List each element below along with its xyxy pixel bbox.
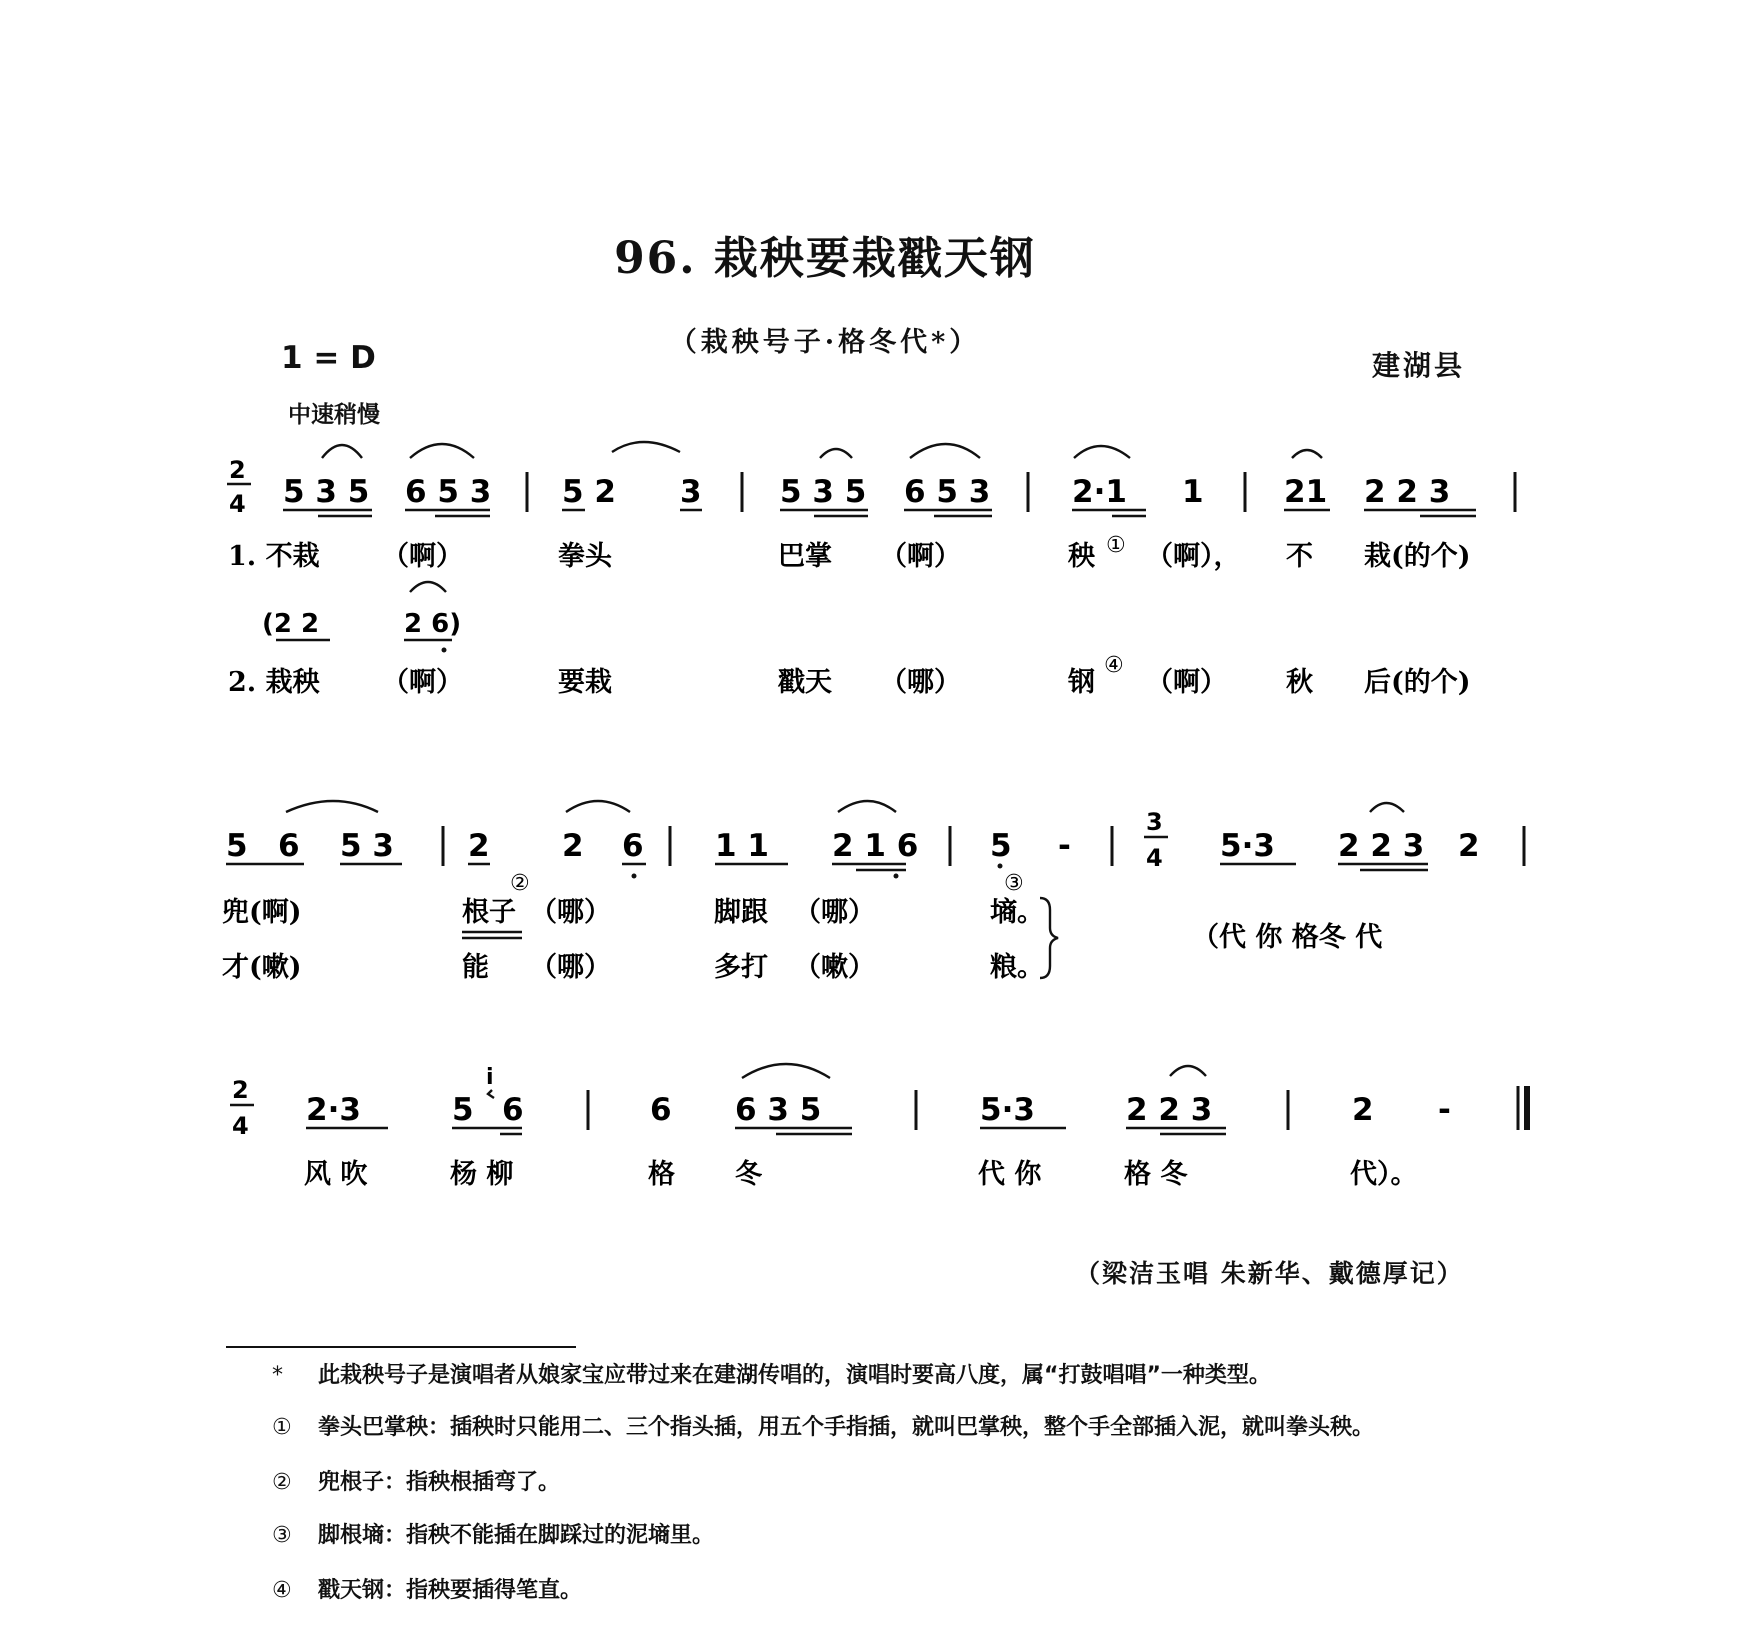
note-group: 6 5 3 — [904, 474, 991, 510]
note: 3 — [680, 474, 702, 510]
footnote: * 此栽秧号子是演唱者从娘家宝应带过来在建湖传唱的，演唱时要高八度，属“打鼓唱唱”一种类型。 — [272, 1363, 1271, 1388]
svg-text:1 1: 1 1 — [715, 828, 769, 864]
svg-text:格 冬: 格 冬 — [1124, 1159, 1188, 1190]
note-group: 2·1 — [1072, 474, 1127, 510]
svg-text:i: i — [486, 1065, 494, 1090]
svg-text:才(嗽): 才(嗽) — [222, 952, 302, 983]
song-title: 96. 栽秧要栽戳天钢 — [614, 233, 1036, 284]
svg-text:要栽: 要栽 — [558, 667, 612, 698]
svg-text:6: 6 — [278, 828, 300, 864]
svg-text:（哪）: （哪） — [794, 897, 875, 928]
footnote: ④ 戳天钢：指秧要插得笔直。 — [272, 1578, 583, 1603]
svg-text:3: 3 — [1146, 808, 1163, 836]
svg-text:（啊）: （啊） — [382, 541, 463, 572]
svg-text:2 2 3: 2 2 3 — [1338, 828, 1425, 864]
footnote: ① 拳头巴掌秧：插秧时只能用二、三个指头插，用五个手指插，就叫巴掌秧，整个手全部插入泥，就叫拳头秧。 — [272, 1415, 1375, 1440]
svg-text:5: 5 — [452, 1092, 474, 1128]
svg-text:（代 你 格冬 代: （代 你 格冬 代 — [1192, 922, 1383, 953]
svg-text:（啊）: （啊） — [880, 541, 961, 572]
svg-text:多打: 多打 — [714, 952, 768, 983]
svg-text:秋: 秋 — [1286, 667, 1313, 698]
note-group: 6 5 3 — [405, 474, 492, 510]
svg-text:粮。: 粮。 — [990, 952, 1044, 983]
svg-text:不: 不 — [1286, 541, 1313, 572]
key-signature: 1 = D — [281, 340, 376, 376]
credit-line: （梁洁玉唱 朱新华、戴德厚记） — [1075, 1259, 1464, 1288]
svg-text:脚跟: 脚跟 — [714, 897, 768, 928]
svg-text:2: 2 — [1352, 1092, 1374, 1128]
svg-text:2. 栽秧: 2. 栽秧 — [228, 667, 320, 698]
svg-text:5·3: 5·3 — [980, 1092, 1035, 1128]
footnote: ② 兜根子：指秧根插弯了。 — [272, 1470, 561, 1495]
svg-text:（啊）: （啊） — [382, 667, 463, 698]
svg-text:2: 2 — [1458, 828, 1480, 864]
svg-text:（哪）: （哪） — [530, 897, 611, 928]
tempo-marking: 中速稍慢 — [288, 402, 380, 428]
svg-text:5 3: 5 3 — [340, 828, 394, 864]
footnote-marker: ④ — [1104, 653, 1124, 678]
note-group: 5 3 5 — [780, 474, 867, 510]
svg-text:(2 2: (2 2 — [262, 609, 320, 639]
svg-text:2 1 6: 2 1 6 — [832, 828, 919, 864]
svg-text:4: 4 — [1146, 844, 1163, 872]
svg-text:墒。: 墒。 — [990, 897, 1044, 928]
svg-text:5: 5 — [226, 828, 248, 864]
svg-text:6: 6 — [622, 828, 644, 864]
svg-text:5: 5 — [990, 828, 1012, 864]
svg-text:拳头: 拳头 — [558, 541, 612, 572]
note: 1 — [1182, 474, 1204, 510]
svg-text:（哪）: （哪） — [530, 952, 611, 983]
svg-text:后(的个): 后(的个) — [1364, 667, 1471, 698]
svg-text:2 6): 2 6) — [404, 609, 462, 639]
svg-text:2·3: 2·3 — [306, 1092, 361, 1128]
footnote: ③ 脚根墒：指秧不能插在脚踩过的泥墒里。 — [272, 1523, 715, 1548]
svg-text:（哪）: （哪） — [880, 667, 961, 698]
svg-text:代）。: 代）。 — [1350, 1159, 1418, 1190]
svg-text:戳天: 戳天 — [778, 667, 832, 698]
svg-text:兜(啊): 兜(啊) — [222, 897, 302, 928]
svg-text:-: - — [1438, 1092, 1451, 1128]
svg-text:2: 2 — [232, 1076, 249, 1104]
svg-text:2: 2 — [468, 828, 490, 864]
svg-text:杨 柳: 杨 柳 — [450, 1159, 514, 1190]
svg-text:2: 2 — [562, 828, 584, 864]
footnote-divider — [226, 1346, 576, 1348]
svg-text:2: 2 — [229, 456, 246, 484]
svg-text:（啊），: （啊）， — [1146, 541, 1241, 572]
svg-text:秧: 秧 — [1068, 541, 1095, 572]
svg-text:钢: 钢 — [1068, 667, 1095, 698]
svg-text:4: 4 — [232, 1112, 249, 1140]
svg-text:风 吹: 风 吹 — [304, 1159, 368, 1190]
svg-text:（嗽）: （嗽） — [794, 952, 875, 983]
time-signature-1 — [227, 456, 251, 518]
svg-text:6 3 5: 6 3 5 — [735, 1092, 822, 1128]
svg-text:5·3: 5·3 — [1220, 828, 1275, 864]
time-signature-2 — [1144, 808, 1168, 872]
svg-text:1. 不栽: 1. 不栽 — [228, 541, 320, 572]
svg-text:6: 6 — [650, 1092, 672, 1128]
svg-text:（啊）: （啊） — [1146, 667, 1227, 698]
footnote-marker: ① — [1106, 533, 1126, 558]
note-group: 5 3 5 — [283, 474, 370, 510]
svg-text:-: - — [1058, 828, 1071, 864]
note-group: 2 2 3 — [1364, 474, 1451, 510]
svg-text:6: 6 — [502, 1092, 524, 1128]
note-group: 21 — [1284, 474, 1328, 510]
svg-text:2 2 3: 2 2 3 — [1126, 1092, 1213, 1128]
svg-text:根子: 根子 — [462, 897, 516, 928]
svg-text:代 你: 代 你 — [978, 1159, 1042, 1190]
region-label: 建湖县 — [1372, 349, 1466, 382]
song-subtitle: （栽秧号子·格冬代*） — [669, 327, 981, 358]
svg-text:能: 能 — [462, 952, 489, 983]
time-signature-3 — [230, 1076, 254, 1140]
note-group: 5 2 — [562, 474, 616, 510]
svg-text:冬: 冬 — [735, 1159, 762, 1190]
svg-text:栽(的个): 栽(的个) — [1364, 541, 1471, 572]
svg-text:4: 4 — [229, 490, 246, 518]
svg-text:③: ③ — [1004, 871, 1024, 896]
svg-text:格: 格 — [648, 1159, 675, 1190]
svg-text:②: ② — [510, 871, 530, 896]
svg-text:巴掌: 巴掌 — [778, 541, 832, 572]
